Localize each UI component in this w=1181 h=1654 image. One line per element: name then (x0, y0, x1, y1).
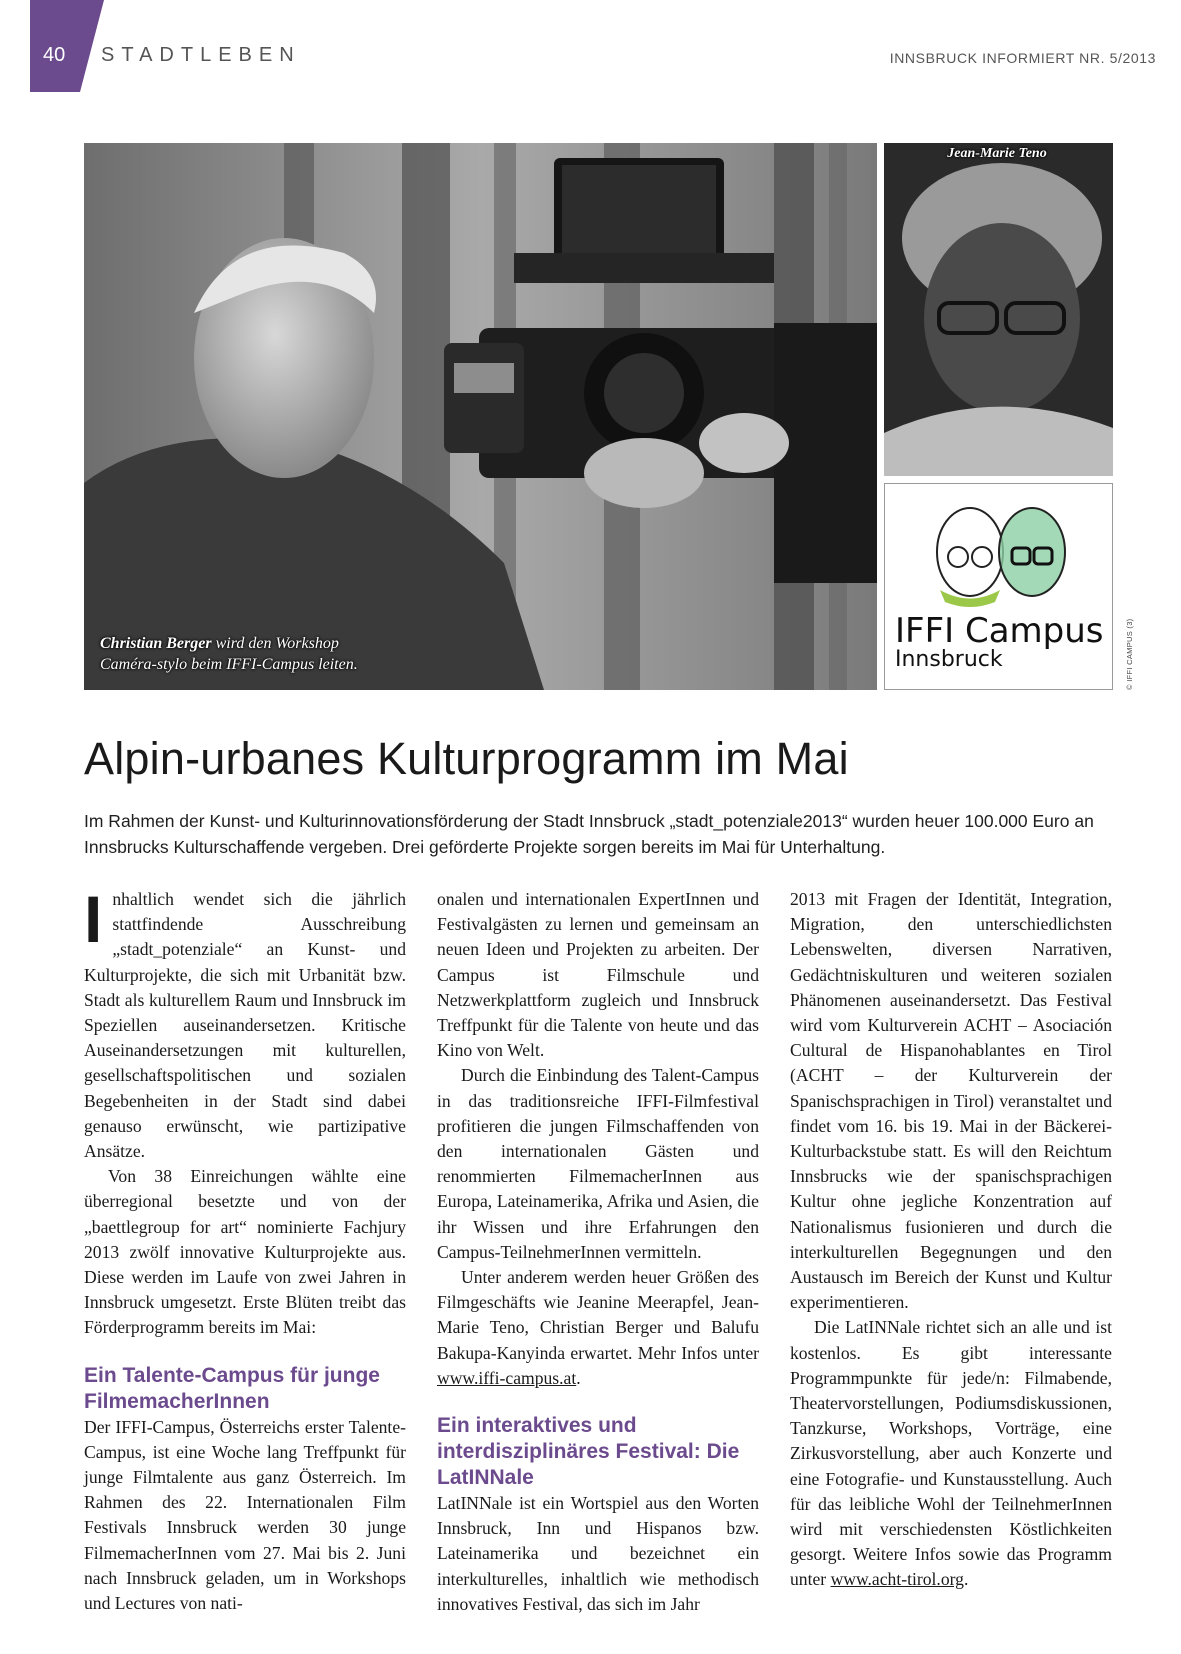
article-column-3 (790, 887, 1112, 1593)
side-photo (884, 143, 1113, 476)
issue-label: INNSBRUCK INFORMIERT NR. 5/2013 (889, 50, 1156, 66)
paragraph-end: . (963, 1569, 969, 1590)
article-title: Alpin-urbanes Kulturprogramm im Mai (84, 733, 849, 784)
caption-name: Christian Berger (100, 635, 212, 652)
main-photo-caption (100, 633, 358, 675)
iffi-campus-logo (884, 483, 1113, 690)
paragraph: onalen und internationalen ExpertInnen und Festivalgästen zu lernen und gemeinsam an neuen Ideen und Projekten zu arbeiten. Der Campus ist Filmschule und Netzwerkplattform zugleich und Innsbruck Treffpunkt für die Talente von heute und das Kino von Welt. (437, 889, 759, 1061)
caption-line2: Caméra-stylo beim IFFI-Campus leiten. (100, 656, 358, 673)
paragraph: Der IFFI-Campus, Österreichs erster Talente-Campus, ist eine Woche lang Treffpunkt für junge Filmtalente aus ganz Österreich. Im Rahmen des 22. Internationalen Film Festivals Innsbruck werden 30 junge FilmemacherInnen vom 27. Mai bis 2. Juni nach Innsbruck geladen, um in Workshops und Lectures von nati- (84, 1416, 406, 1614)
article-column-1 (84, 882, 406, 1616)
section-title: STADTLEBEN (101, 44, 301, 66)
logo-characters-illustration (920, 502, 1080, 612)
main-photo (84, 143, 877, 690)
paragraph-end: . (576, 1367, 581, 1388)
acht-tirol-link[interactable]: www.acht-tirol.org (830, 1569, 964, 1590)
logo-title: IFFI Campus (895, 611, 1104, 651)
logo-subtitle: Innsbruck (895, 647, 1003, 672)
iffi-campus-link[interactable]: www.iffi-campus.at (437, 1367, 577, 1388)
paragraph: Durch die Einbindung des Talent-Campus in das traditionsreiche IFFI-Filmfestival profitieren die jungen Filmschaffenden von den internationalen Gästen und renommierten FilmemacherInnen aus Europa, Lateinamerika, Afrika und Asien, die ihr Wissen und ihre Erfahrungen den Campus-TeilnehmerInnen vermitteln. (437, 1065, 759, 1262)
subheading-latinnale: Ein interaktives und interdisziplinäres Festival: Die LatINNale (437, 1414, 740, 1490)
paragraph-text: Unter anderem werden heuer Größen des Filmgeschäfts wie Jeanine Meerapfel, Jean-Marie Teno, Christian Berger und Balufu Bakupa-Kanyinda erwartet. Mehr Infos unter (437, 1267, 759, 1363)
paragraph: Von 38 Einreichungen wählte eine überregional besetzte und von der „baettlegroup for art“ nominierte Fachjury 2013 zwölf innovative Kulturprojekte aus. Diese werden im Laufe von zwei Jahren in Innsbruck umgesetzt. Erste Blüten treibt das Förderprogramm bereits im Mai: (84, 1166, 406, 1338)
subheading-talente-campus: Ein Talente-Campus für junge FilmemacherInnen (84, 1363, 380, 1413)
side-photo-caption: Jean-Marie Teno (947, 146, 1047, 161)
paragraph: nhaltlich wendet sich die jährlich stattfindende Ausschreibung „stadt_potenziale“ an Kunst- und Kulturprojekte, die sich mit Urbanität bzw. Stadt als kulturellem Raum und Innsbruck im Speziellen auseinandersetzen. Kritische Auseinandersetzungen mit kulturellen, gesellschaftspolitischen und sozialen Begebenheiten in der Stadt sind dabei genauso erwünscht, wie partizipative Ansätze. (84, 889, 406, 1162)
drop-cap: I (84, 882, 103, 956)
paragraph-text: Die LatINNale richtet sich an alle und ist kostenlos. Es gibt interessante Programmpunkte für jede/n: Filmabende, Theatervorstellungen, Podiumsdiskussionen, Tanzkurse, Workshops, Vorträge, eine Zirkusvorstellung, aber auch Konzerte und eine Fotografie- und Kunstausstellung. Auch für das leibliche Wohl der TeilnehmerInnen wird mit verschiedensten Köstlichkeiten gesorgt. Weitere Infos sowie das Programm unter (790, 1317, 1112, 1590)
article-lead: Im Rahmen der Kunst- und Kulturinnovationsförderung der Stadt Innsbruck „stadt_potenziale2013“ wurden heuer 100.000 Euro an Innsbrucks Kulturschaffende vergeben. Drei geförderte Projekte sorgen bereits im Mai für Unterhaltung. (84, 811, 1094, 857)
photo-cameraman-illustration (84, 143, 877, 690)
photo-credit: © IFFI CAMPUS (3) (1125, 618, 1134, 690)
article-column-2 (437, 887, 759, 1617)
caption-line1: wird den Workshop (211, 635, 339, 652)
paragraph: 2013 mit Fragen der Identität, Integration, Migration, den unterschiedlichsten Lebenswelten, diversen Narrativen, Gedächtniskulturen und weiteren sozialen Phänomenen auseinandersetzt. Das Festival wird vom Kulturverein ACHT – Asociación Cultural de Hispanohablantes en Tirol (ACHT – der Kulturverein der Spanischsprachigen in Tirol) veranstaltet und findet vom 16. bis 19. Mai in der Bäckerei-Kulturbackstube statt. Es will den Reichtum Innsbrucks wie der spanischsprachigen Kultur ohne jegliche Konzentration auf Nationalismus fusionieren und durch die interkulturellen Begegnungen und den Austausch im Bereich der Kunst und Kultur experimentieren. (790, 889, 1112, 1313)
page-number: 40 (43, 44, 66, 66)
paragraph: LatINNale ist ein Wortspiel aus den Worten Innsbruck, Inn und Hispanos bzw. Lateinamerika und bezeichnet ein interkulturelles, inhaltlich wie methodisch innovatives Festival, das sich im Jahr (437, 1493, 759, 1614)
photo-portrait-illustration (884, 143, 1113, 476)
